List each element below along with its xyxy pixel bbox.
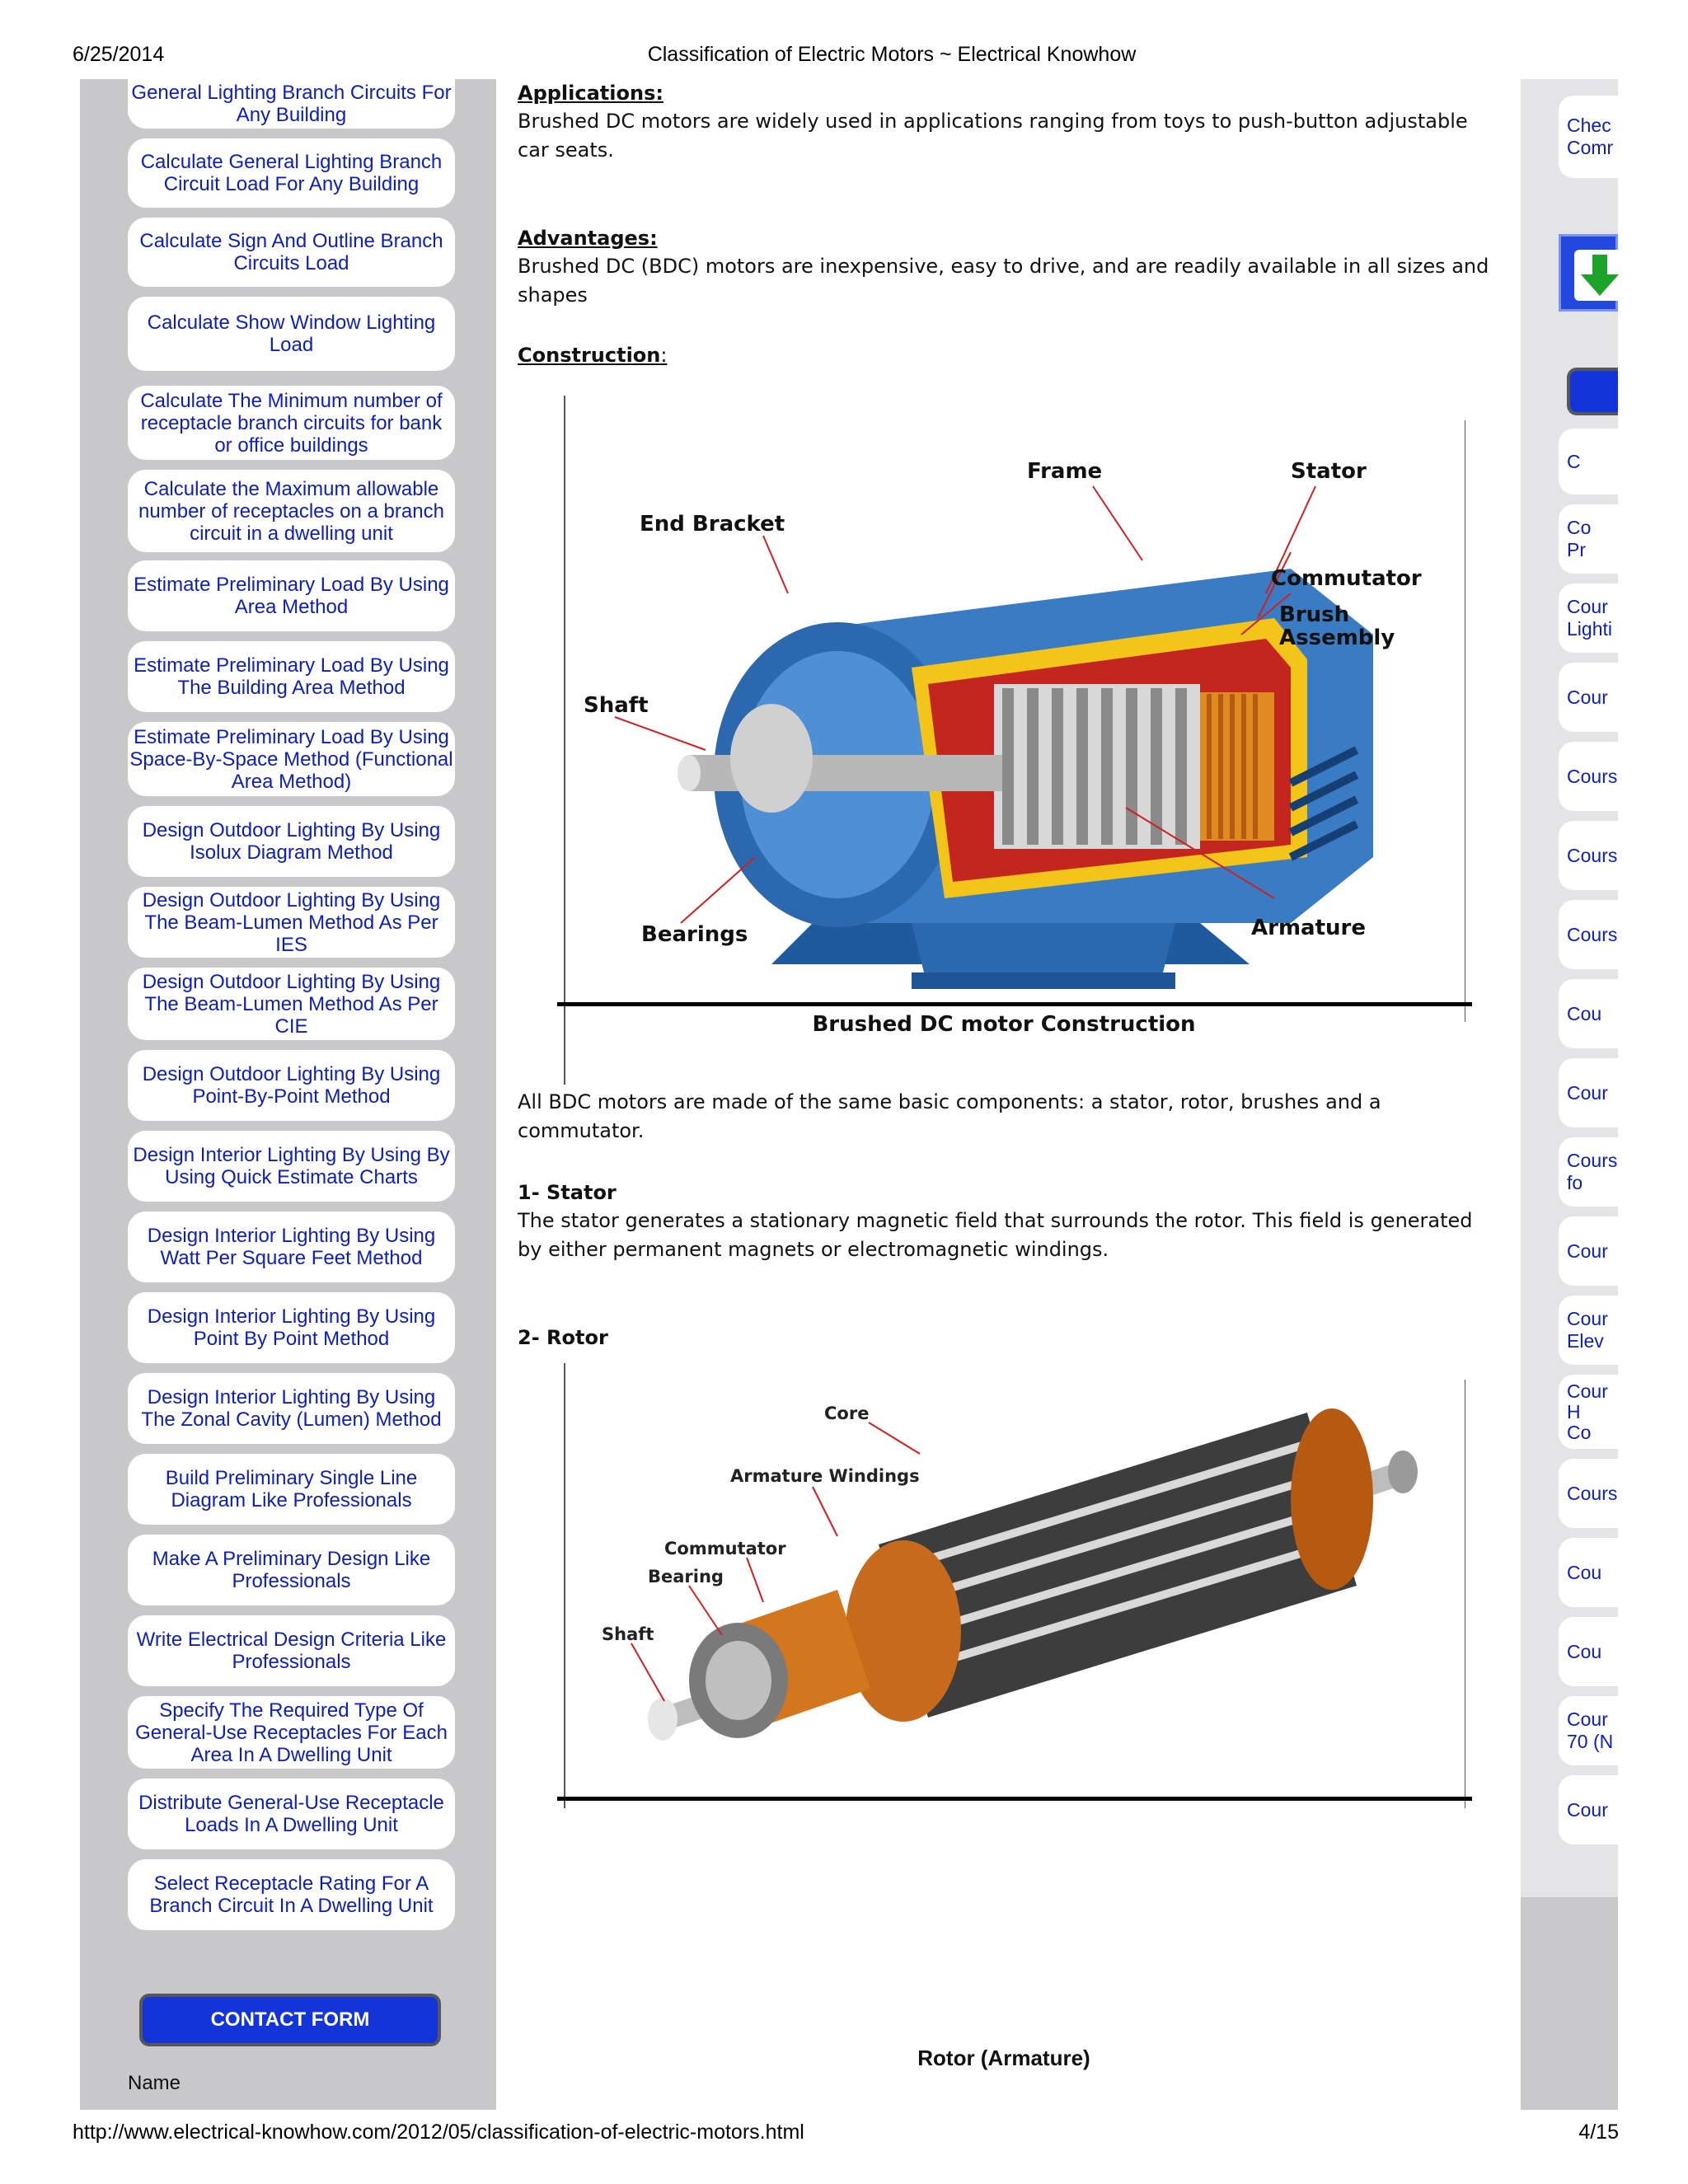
figure-underline	[557, 1002, 1472, 1006]
sidebar-link[interactable]: Write Electrical Design Criteria Like Professionals	[128, 1615, 455, 1686]
contact-form-button[interactable]: CONTACT FORM	[139, 1994, 441, 2046]
right-sidebar-link[interactable]: Cou	[1559, 1538, 1618, 1607]
figure1-caption: Brushed DC motor Construction	[812, 1012, 1196, 1037]
right-sidebar-link[interactable]: Cour	[1559, 1058, 1618, 1127]
right-sidebar-link[interactable]: Cours	[1559, 900, 1618, 969]
sidebar-link[interactable]: Estimate Preliminary Load By Using The Building Area Method	[128, 641, 455, 712]
label-core: Core	[824, 1404, 870, 1423]
sidebar-link[interactable]: Make A Preliminary Design Like Professionals	[128, 1535, 455, 1605]
right-sidebar-link[interactable]: Cour	[1559, 1775, 1618, 1844]
label-armature-windings: Armature Windings	[730, 1466, 920, 1486]
right-sidebar-link[interactable]: Cour H Co	[1559, 1375, 1618, 1449]
sidebar-link[interactable]: Design Outdoor Lighting By Using Isolux Diagram Method	[128, 806, 455, 877]
sidebar-link[interactable]: Calculate The Minimum number of receptacle branch circuits for bank or office buildings	[128, 386, 455, 460]
rotor-illustration	[565, 1363, 1465, 1808]
rotor-heading: 2- Rotor	[518, 1326, 608, 1349]
sidebar-link[interactable]: Calculate General Lighting Branch Circuit Load For Any Building	[128, 138, 455, 208]
stator-text: The stator generates a stationary magnetic field that surrounds the rotor. This field is generated by either permanent magnets or electromagnetic windings.	[518, 1209, 1473, 1261]
right-sidebar-link[interactable]: Cours	[1559, 1459, 1618, 1528]
print-page-number: 4/15	[1578, 2121, 1619, 2144]
sidebar-link[interactable]: Design Interior Lighting By Using The Zonal Cavity (Lumen) Method	[128, 1373, 455, 1444]
print-page-title: Classification of Electric Motors ~ Electrical Knowhow	[647, 43, 1137, 66]
right-sidebar-panel	[1521, 79, 1618, 1897]
construction-heading: Construction :	[518, 341, 667, 370]
subscribe-button[interactable]	[1567, 368, 1618, 415]
rotor-figure	[564, 1363, 1464, 1808]
applications-text: Brushed DC motors are widely used in applications ranging from toys to push-button adjustable car seats.	[518, 110, 1468, 162]
motor-construction-figure	[564, 396, 1464, 1085]
print-footer	[0, 2121, 1688, 2154]
print-date: 6/25/2014	[73, 43, 165, 66]
sidebar-link[interactable]: Design Interior Lighting By Using Point By Point Method	[128, 1292, 455, 1363]
advantages-text: Brushed DC (BDC) motors are inexpensive, easy to drive, and are readily available in all sizes and shapes	[518, 255, 1489, 307]
label-assembly: Assembly	[1279, 626, 1395, 650]
figure-underline	[557, 1797, 1472, 1801]
download-button[interactable]	[1559, 234, 1618, 312]
label-end-bracket: End Bracket	[640, 512, 785, 537]
sidebar-link[interactable]: Specify The Required Type Of General-Use Receptacles For Each Area In A Dwelling Unit	[128, 1696, 455, 1769]
right-sidebar-link[interactable]: Cour Elev	[1559, 1296, 1618, 1365]
name-field-label: Name	[128, 2072, 181, 2094]
label-rotor-commutator: Commutator	[664, 1539, 786, 1558]
sidebar-link[interactable]: Design Outdoor Lighting By Using Point-By-Point Method	[128, 1050, 455, 1121]
label-bearing: Bearing	[648, 1567, 724, 1586]
label-brush: Brush	[1279, 602, 1350, 627]
applications-heading: Applications:	[518, 82, 663, 105]
print-header	[0, 43, 1688, 76]
sidebar-link[interactable]: Calculate the Maximum allowable number of receptacles on a branch circuit in a dwelling unit	[128, 470, 455, 552]
figure2-caption: Rotor (Armature)	[917, 2046, 1090, 2070]
right-sidebar-link[interactable]: Cou	[1559, 1617, 1618, 1686]
label-commutator: Commutator	[1271, 566, 1422, 591]
advantages-heading: Advantages:	[518, 227, 658, 250]
label-armature: Armature	[1251, 916, 1366, 940]
right-sidebar-link[interactable]: C	[1559, 429, 1618, 494]
label-frame: Frame	[1027, 459, 1103, 484]
sidebar-link[interactable]: Calculate Sign And Outline Branch Circuits Load	[128, 218, 455, 287]
components-text: All BDC motors are made of the same basic components: a stator, rotor, brushes and a commutator.	[518, 1090, 1381, 1142]
label-rotor-shaft: Shaft	[602, 1624, 654, 1644]
sidebar-link[interactable]: Design Outdoor Lighting By Using The Beam-Lumen Method As Per CIE	[128, 968, 455, 1040]
label-bearings: Bearings	[641, 922, 748, 947]
sidebar-link[interactable]: Design Outdoor Lighting By Using The Beam-Lumen Method As Per IES	[128, 887, 455, 958]
right-sidebar-link[interactable]: Cours	[1559, 821, 1618, 890]
sidebar-link[interactable]: Design Interior Lighting By Using By Using Quick Estimate Charts	[128, 1131, 455, 1202]
sidebar-link[interactable]: Estimate Preliminary Load By Using Space-By-Space Method (Functional Area Method)	[128, 722, 455, 796]
motor-construction-illustration	[565, 396, 1465, 1085]
right-sidebar-link[interactable]: Chec Comr	[1559, 96, 1618, 178]
right-sidebar-link[interactable]: Cour 70 (N	[1559, 1696, 1618, 1765]
download-arrow-icon	[1574, 250, 1625, 301]
sidebar-link[interactable]: Design Interior Lighting By Using Watt Per Square Feet Method	[128, 1212, 455, 1282]
stator-heading: 1- Stator	[518, 1181, 617, 1204]
right-sidebar-link[interactable]: Cours	[1559, 742, 1618, 811]
right-sidebar-link[interactable]: Cour Lighti	[1559, 583, 1618, 653]
sidebar-link[interactable]: Distribute General-Use Receptacle Loads In A Dwelling Unit	[128, 1779, 455, 1849]
sidebar-link[interactable]: Select Receptacle Rating For A Branch Circuit In A Dwelling Unit	[128, 1859, 455, 1930]
sidebar-link[interactable]: General Lighting Branch Circuits For Any Building	[128, 79, 455, 129]
sidebar-link[interactable]: Build Preliminary Single Line Diagram Like Professionals	[128, 1454, 455, 1525]
right-sidebar	[1521, 79, 1618, 2110]
right-sidebar-link[interactable]: Co Pr	[1559, 504, 1618, 574]
right-sidebar-link[interactable]: Cour	[1559, 663, 1618, 732]
left-sidebar	[80, 79, 496, 2110]
label-shaft: Shaft	[584, 693, 649, 718]
right-sidebar-link[interactable]: Cours fo	[1559, 1137, 1618, 1207]
sidebar-link[interactable]: Estimate Preliminary Load By Using Area Method	[128, 560, 455, 631]
right-sidebar-link[interactable]: Cour	[1559, 1216, 1618, 1286]
label-stator: Stator	[1291, 459, 1367, 484]
print-url: http://www.electrical-knowhow.com/2012/05/classification-of-electric-motors.html	[73, 2121, 804, 2144]
right-sidebar-link[interactable]: Cou	[1559, 979, 1618, 1048]
sidebar-link[interactable]: Calculate Show Window Lighting Load	[128, 297, 455, 371]
